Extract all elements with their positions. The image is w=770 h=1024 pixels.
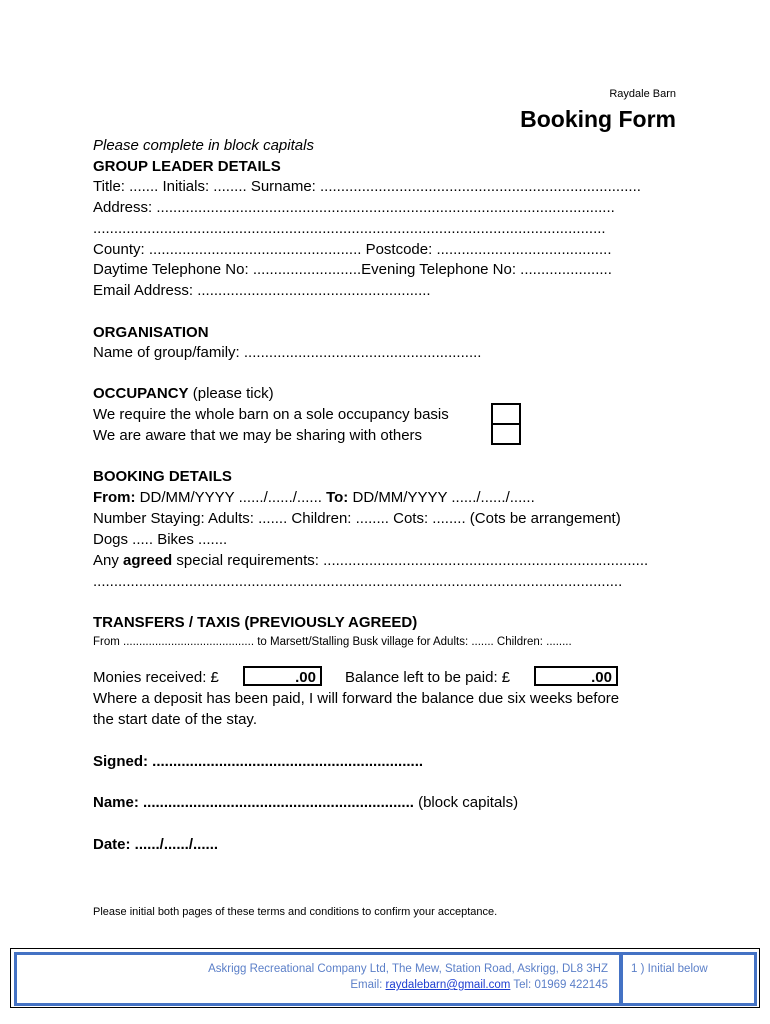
county-postcode-line[interactable]: County: ................................................... Postcode: .......................................... <box>93 241 612 258</box>
sole-occupancy-checkbox[interactable] <box>491 403 521 425</box>
special-requirements-line-2[interactable]: ............................................................................................................................... <box>93 573 623 590</box>
occupancy-heading <box>93 383 274 404</box>
email-line[interactable]: Email Address: ........................................................ <box>93 282 431 299</box>
name-line[interactable] <box>93 792 518 813</box>
occupancy-option-shared-label: We are aware that we may be sharing with others <box>93 427 423 444</box>
dogs-bikes-line[interactable]: Dogs ..... Bikes ....... <box>93 531 228 548</box>
transfers-line[interactable]: From ......................................... to Marsett/Stalling Busk village for Adults: ....... Children: ........ <box>93 636 572 648</box>
name-field[interactable]: Name: ................................................................. <box>93 794 414 811</box>
special-agreed-word: agreed <box>123 552 173 569</box>
address-line-2[interactable]: ........................................................................................................................... <box>93 220 606 237</box>
footer-address: Askrigg Recreational Company Ltd, The Mew, Station Road, Askrigg, DL8 3HZ <box>208 963 608 975</box>
occupancy-heading-label: OCCUPANCY <box>93 385 189 402</box>
special-requirements-line[interactable] <box>93 550 648 571</box>
to-label: To: <box>326 489 349 506</box>
to-date-value[interactable]: DD/MM/YYYY ....../....../...... <box>348 489 535 506</box>
footer-tel: Tel: 01969 422145 <box>510 979 608 991</box>
shared-occupancy-checkbox[interactable] <box>491 423 521 445</box>
monies-received-label: Monies received: £ <box>93 669 219 686</box>
transfers-heading: TRANSFERS / TAXIS (PREVIOUSLY AGREED) <box>93 614 418 631</box>
booking-dates-line[interactable] <box>93 487 535 508</box>
group-leader-heading: GROUP LEADER DETAILS <box>93 158 281 175</box>
footer-email-label: Email: <box>350 979 386 991</box>
occupancy-note: (please tick) <box>188 385 274 402</box>
booking-details-heading: BOOKING DETAILS <box>93 468 232 485</box>
footer-page-note: 1 ) Initial below <box>631 963 708 975</box>
organisation-heading: ORGANISATION <box>93 324 209 341</box>
from-date-value[interactable]: DD/MM/YYYY ....../....../...... <box>135 489 327 506</box>
footer-contact <box>350 977 608 993</box>
occupancy-option-sole-label: We require the whole barn on a sole occupancy basis <box>93 406 449 423</box>
deposit-note-line-1: Where a deposit has been paid, I will forward the balance due six weeks before <box>93 690 620 707</box>
initial-note: Please initial both pages of these terms and conditions to confirm your acceptance. <box>93 906 498 918</box>
address-line-1[interactable]: Address: .............................................................................................................. <box>93 199 615 216</box>
date-line[interactable]: Date: ....../....../...... <box>93 836 219 853</box>
balance-field[interactable]: .00 <box>534 666 618 686</box>
instruction-text: Please complete in block capitals <box>93 137 314 154</box>
deposit-note-line-2: the start date of the stay. <box>93 711 257 728</box>
signed-line[interactable]: Signed: ................................................................. <box>93 753 424 770</box>
name-suffix: (block capitals) <box>413 794 519 811</box>
special-suffix: special requirements: .............................................................................. <box>172 552 649 569</box>
from-label: From: <box>93 489 136 506</box>
telephone-line[interactable]: Daytime Telephone No: ..........................Evening Telephone No: ...................... <box>93 261 612 278</box>
special-prefix: Any <box>93 552 124 569</box>
form-title: Booking Form <box>520 106 676 132</box>
title-initials-surname-line[interactable]: Title: ....... Initials: ........ Surname: ............................................................................. <box>93 178 641 195</box>
org-name: Raydale Barn <box>609 88 676 100</box>
group-name-line[interactable]: Name of group/family: ......................................................... <box>93 344 482 361</box>
number-staying-line[interactable]: Number Staying: Adults: ....... Children: ........ Cots: ........ (Cots be arrangement) <box>93 510 621 527</box>
footer-email-link[interactable]: raydalebarn@gmail.com <box>385 979 511 991</box>
monies-received-field[interactable]: .00 <box>243 666 322 686</box>
balance-label: Balance left to be paid: £ <box>345 669 511 686</box>
